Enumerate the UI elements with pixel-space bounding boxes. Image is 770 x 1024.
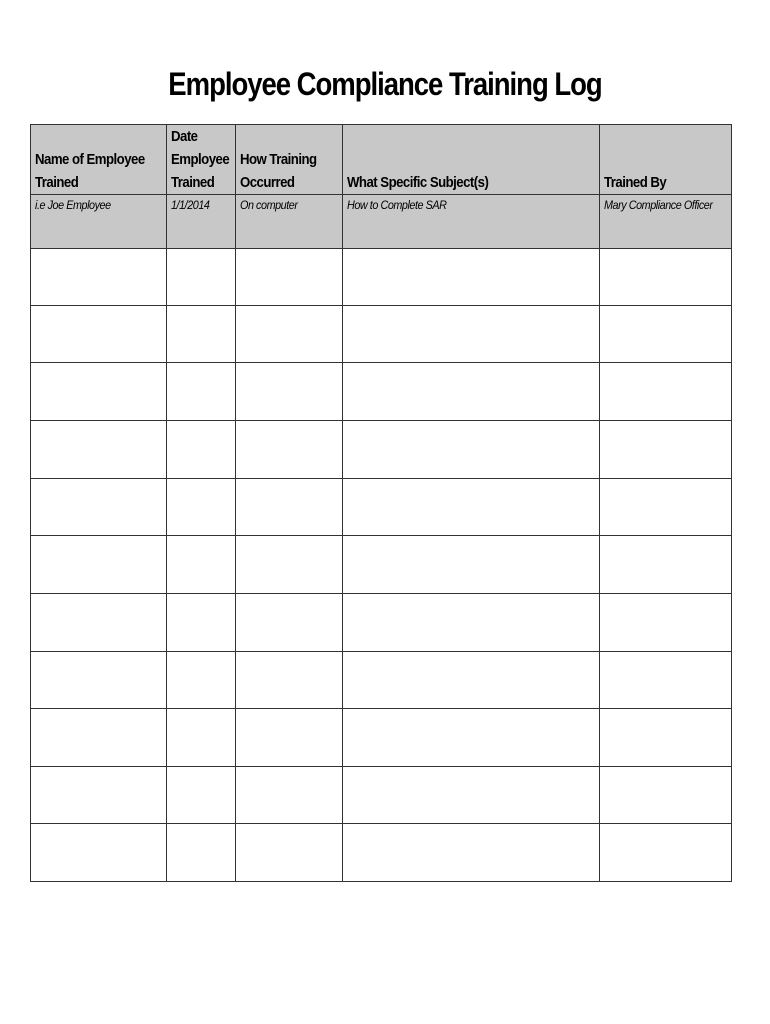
table-row xyxy=(31,652,732,709)
header-trained-by-label: Trained By xyxy=(604,174,667,191)
header-date-trained xyxy=(167,125,236,195)
blank-cell-date-trained[interactable] xyxy=(167,652,236,709)
example-trainer xyxy=(600,195,732,249)
blank-cell-subjects[interactable] xyxy=(343,767,600,824)
header-how-training-occurred xyxy=(236,125,343,195)
blank-cell-subjects[interactable] xyxy=(343,594,600,652)
blank-cell-employee-name[interactable] xyxy=(31,363,167,421)
table-row xyxy=(31,709,732,767)
table-row xyxy=(31,306,732,363)
blank-cell-employee-name[interactable] xyxy=(31,536,167,594)
table-row xyxy=(31,536,732,594)
blank-cell-date-trained[interactable] xyxy=(167,767,236,824)
header-date-trained-label: Date Employee Trained xyxy=(171,128,230,191)
header-employee-name-label: Name of Employee Trained xyxy=(35,151,145,191)
example-employee-name-text: i.e Joe Employee xyxy=(35,198,111,212)
blank-cell-subjects[interactable] xyxy=(343,479,600,536)
example-date xyxy=(167,195,236,249)
blank-cell-date-trained[interactable] xyxy=(167,709,236,767)
blank-cell-how-training-occurred[interactable] xyxy=(236,824,343,882)
table-row xyxy=(31,479,732,536)
blank-cell-trained-by[interactable] xyxy=(600,767,732,824)
blank-cell-subjects[interactable] xyxy=(343,249,600,306)
example-method-text: On computer xyxy=(240,198,298,212)
blank-cell-date-trained[interactable] xyxy=(167,306,236,363)
blank-cell-subjects[interactable] xyxy=(343,306,600,363)
blank-cell-how-training-occurred[interactable] xyxy=(236,767,343,824)
header-employee-name xyxy=(31,125,167,195)
example-subject xyxy=(343,195,600,249)
table-row xyxy=(31,824,732,882)
header-subjects-label: What Specific Subject(s) xyxy=(347,174,489,191)
blank-cell-trained-by[interactable] xyxy=(600,709,732,767)
example-trainer-text: Mary Compliance Officer xyxy=(604,198,713,212)
blank-cell-employee-name[interactable] xyxy=(31,249,167,306)
blank-cell-how-training-occurred[interactable] xyxy=(236,536,343,594)
blank-cell-trained-by[interactable] xyxy=(600,306,732,363)
blank-cell-subjects[interactable] xyxy=(343,824,600,882)
blank-cell-trained-by[interactable] xyxy=(600,421,732,479)
table-row xyxy=(31,363,732,421)
example-subject-text: How to Complete SAR xyxy=(347,198,447,212)
blank-cell-date-trained[interactable] xyxy=(167,594,236,652)
blank-cell-subjects[interactable] xyxy=(343,709,600,767)
blank-cell-how-training-occurred[interactable] xyxy=(236,421,343,479)
table-header-row xyxy=(31,125,732,195)
table-row xyxy=(31,594,732,652)
example-method xyxy=(236,195,343,249)
blank-cell-employee-name[interactable] xyxy=(31,824,167,882)
blank-cell-how-training-occurred[interactable] xyxy=(236,306,343,363)
blank-cell-employee-name[interactable] xyxy=(31,709,167,767)
blank-cell-trained-by[interactable] xyxy=(600,594,732,652)
blank-cell-employee-name[interactable] xyxy=(31,594,167,652)
blank-cell-trained-by[interactable] xyxy=(600,363,732,421)
blank-cell-employee-name[interactable] xyxy=(31,652,167,709)
blank-cell-trained-by[interactable] xyxy=(600,249,732,306)
blank-cell-subjects[interactable] xyxy=(343,421,600,479)
blank-cell-trained-by[interactable] xyxy=(600,824,732,882)
blank-cell-how-training-occurred[interactable] xyxy=(236,249,343,306)
blank-cell-employee-name[interactable] xyxy=(31,767,167,824)
blank-cell-date-trained[interactable] xyxy=(167,249,236,306)
page-title: Employee Compliance Training Log xyxy=(168,66,602,102)
blank-cell-date-trained[interactable] xyxy=(167,824,236,882)
blank-cell-date-trained[interactable] xyxy=(167,479,236,536)
training-log-table xyxy=(30,124,732,882)
blank-cell-how-training-occurred[interactable] xyxy=(236,479,343,536)
header-trained-by xyxy=(600,125,732,195)
blank-cell-trained-by[interactable] xyxy=(600,652,732,709)
example-date-text: 1/1/2014 xyxy=(171,198,210,212)
blank-cell-employee-name[interactable] xyxy=(31,421,167,479)
blank-cell-employee-name[interactable] xyxy=(31,306,167,363)
blank-cell-how-training-occurred[interactable] xyxy=(236,594,343,652)
header-how-training-occurred-label: How Training Occurred xyxy=(240,151,317,191)
blank-cell-date-trained[interactable] xyxy=(167,421,236,479)
example-row xyxy=(31,195,732,249)
blank-cell-date-trained[interactable] xyxy=(167,363,236,421)
blank-cell-trained-by[interactable] xyxy=(600,536,732,594)
header-subjects xyxy=(343,125,600,195)
blank-cell-trained-by[interactable] xyxy=(600,479,732,536)
blank-cell-how-training-occurred[interactable] xyxy=(236,652,343,709)
example-employee-name xyxy=(31,195,167,249)
blank-cell-subjects[interactable] xyxy=(343,652,600,709)
blank-cell-employee-name[interactable] xyxy=(31,479,167,536)
blank-cell-how-training-occurred[interactable] xyxy=(236,363,343,421)
table-row xyxy=(31,421,732,479)
blank-cell-how-training-occurred[interactable] xyxy=(236,709,343,767)
table-row xyxy=(31,767,732,824)
blank-cell-subjects[interactable] xyxy=(343,363,600,421)
table-row xyxy=(31,249,732,306)
blank-cell-date-trained[interactable] xyxy=(167,536,236,594)
blank-cell-subjects[interactable] xyxy=(343,536,600,594)
